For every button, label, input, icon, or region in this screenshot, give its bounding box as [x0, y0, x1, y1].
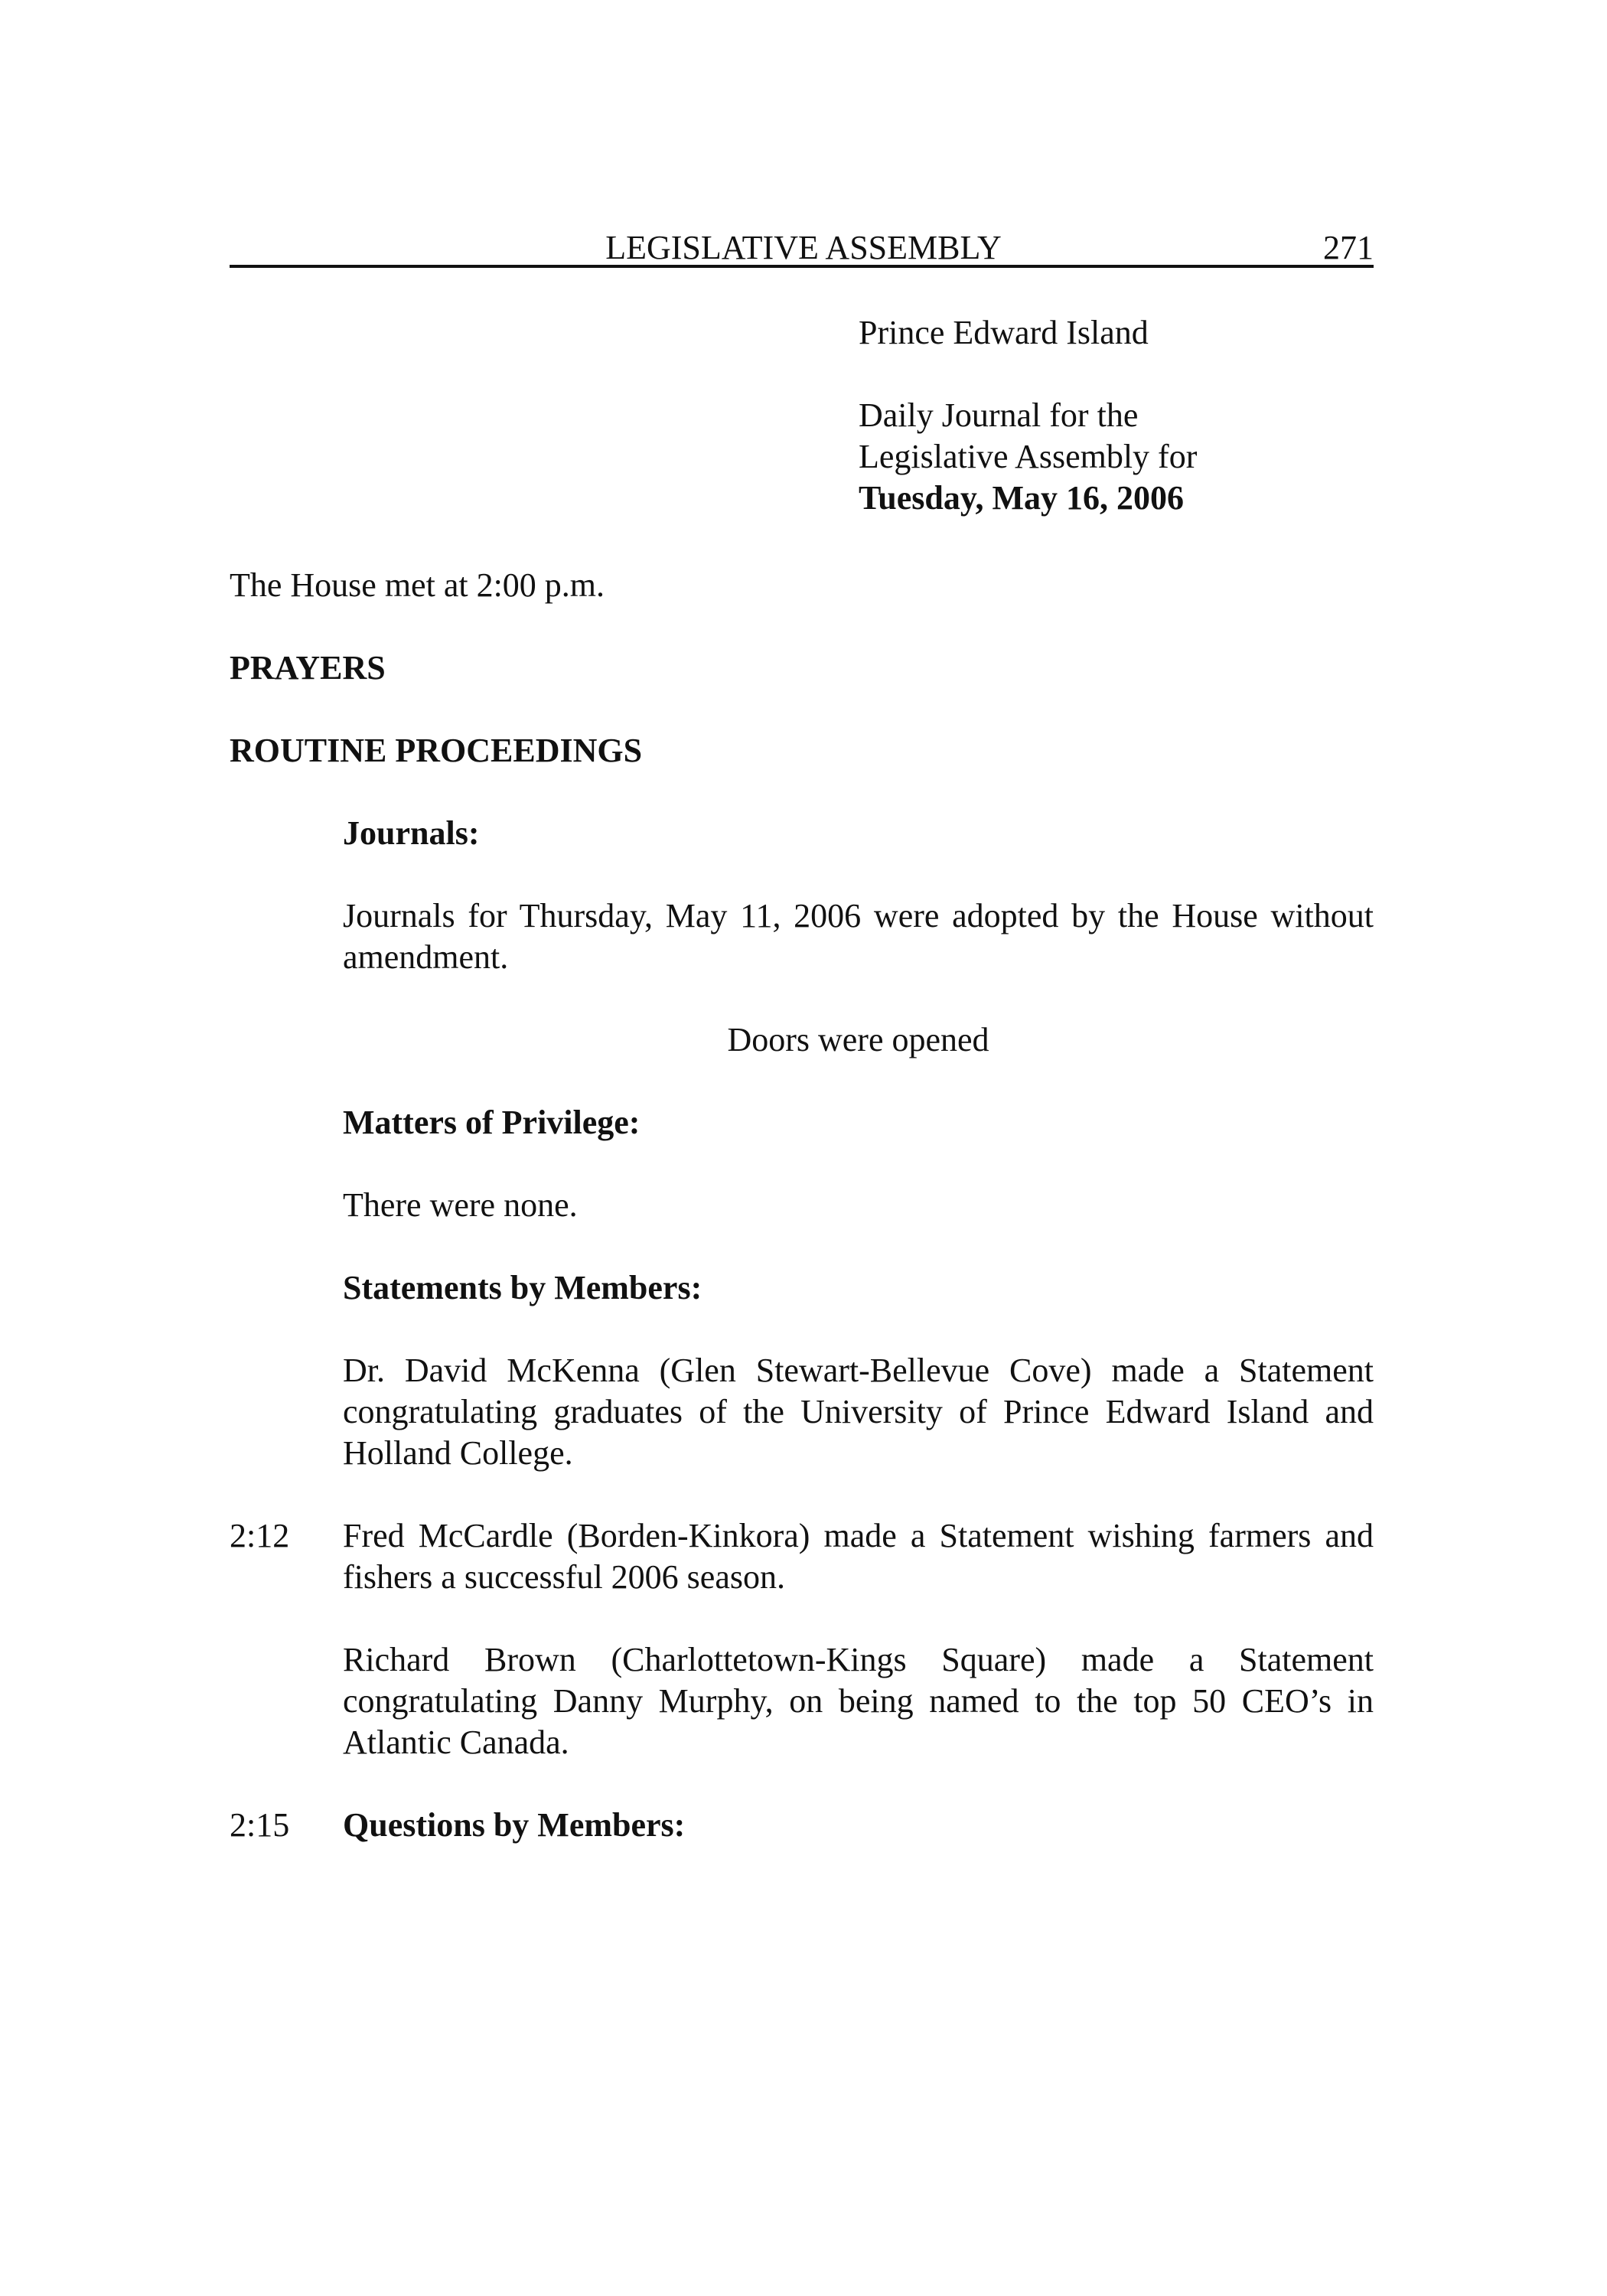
opening-time: The House met at 2:00 p.m. [230, 566, 605, 604]
privilege-text: There were none. [343, 1186, 578, 1224]
questions-time: 2:15 [230, 1806, 290, 1844]
statement-time: 2:12 [230, 1517, 290, 1554]
journals-heading: Journals: [343, 814, 480, 852]
routine-proceedings-heading: ROUTINE PROCEEDINGS [230, 732, 643, 769]
journal-title-line-2: Legislative Assembly for [859, 438, 1198, 475]
journal-title-line-1: Daily Journal for the [859, 396, 1139, 434]
page-number: 271 [1323, 229, 1374, 266]
statement-item: Fred McCardle (Borden-Kinkora) made a Statement wishing farmers and fishers a successful 2006 season. [343, 1517, 1374, 1596]
journals-text: Journals for Thursday, May 11, 2006 were adopted by the House without amendment. [343, 897, 1374, 976]
statement-item: Richard Brown (Charlottetown-Kings Square) made a Statement congratulating Danny Murphy, on being named to the top 50 CEO’s in Atlantic Canada. [343, 1641, 1374, 1761]
sitting-date: Tuesday, May 16, 2006 [859, 479, 1185, 517]
privilege-heading: Matters of Privilege: [343, 1104, 641, 1141]
journal-title-block [859, 312, 1374, 519]
province-name: Prince Edward Island [859, 314, 1149, 351]
running-header-title: LEGISLATIVE ASSEMBLY [605, 229, 1002, 266]
questions-heading: Questions by Members: [343, 1806, 686, 1844]
header-rule [230, 265, 1374, 268]
statements-heading: Statements by Members: [343, 1269, 702, 1306]
statement-item: Dr. David McKenna (Glen Stewart-Bellevue Cove) made a Statement congratulating graduates of the University of Prince Edward Island and Holland College. [343, 1352, 1374, 1472]
prayers-heading: PRAYERS [230, 649, 386, 687]
doors-note: Doors were opened [727, 1021, 989, 1058]
